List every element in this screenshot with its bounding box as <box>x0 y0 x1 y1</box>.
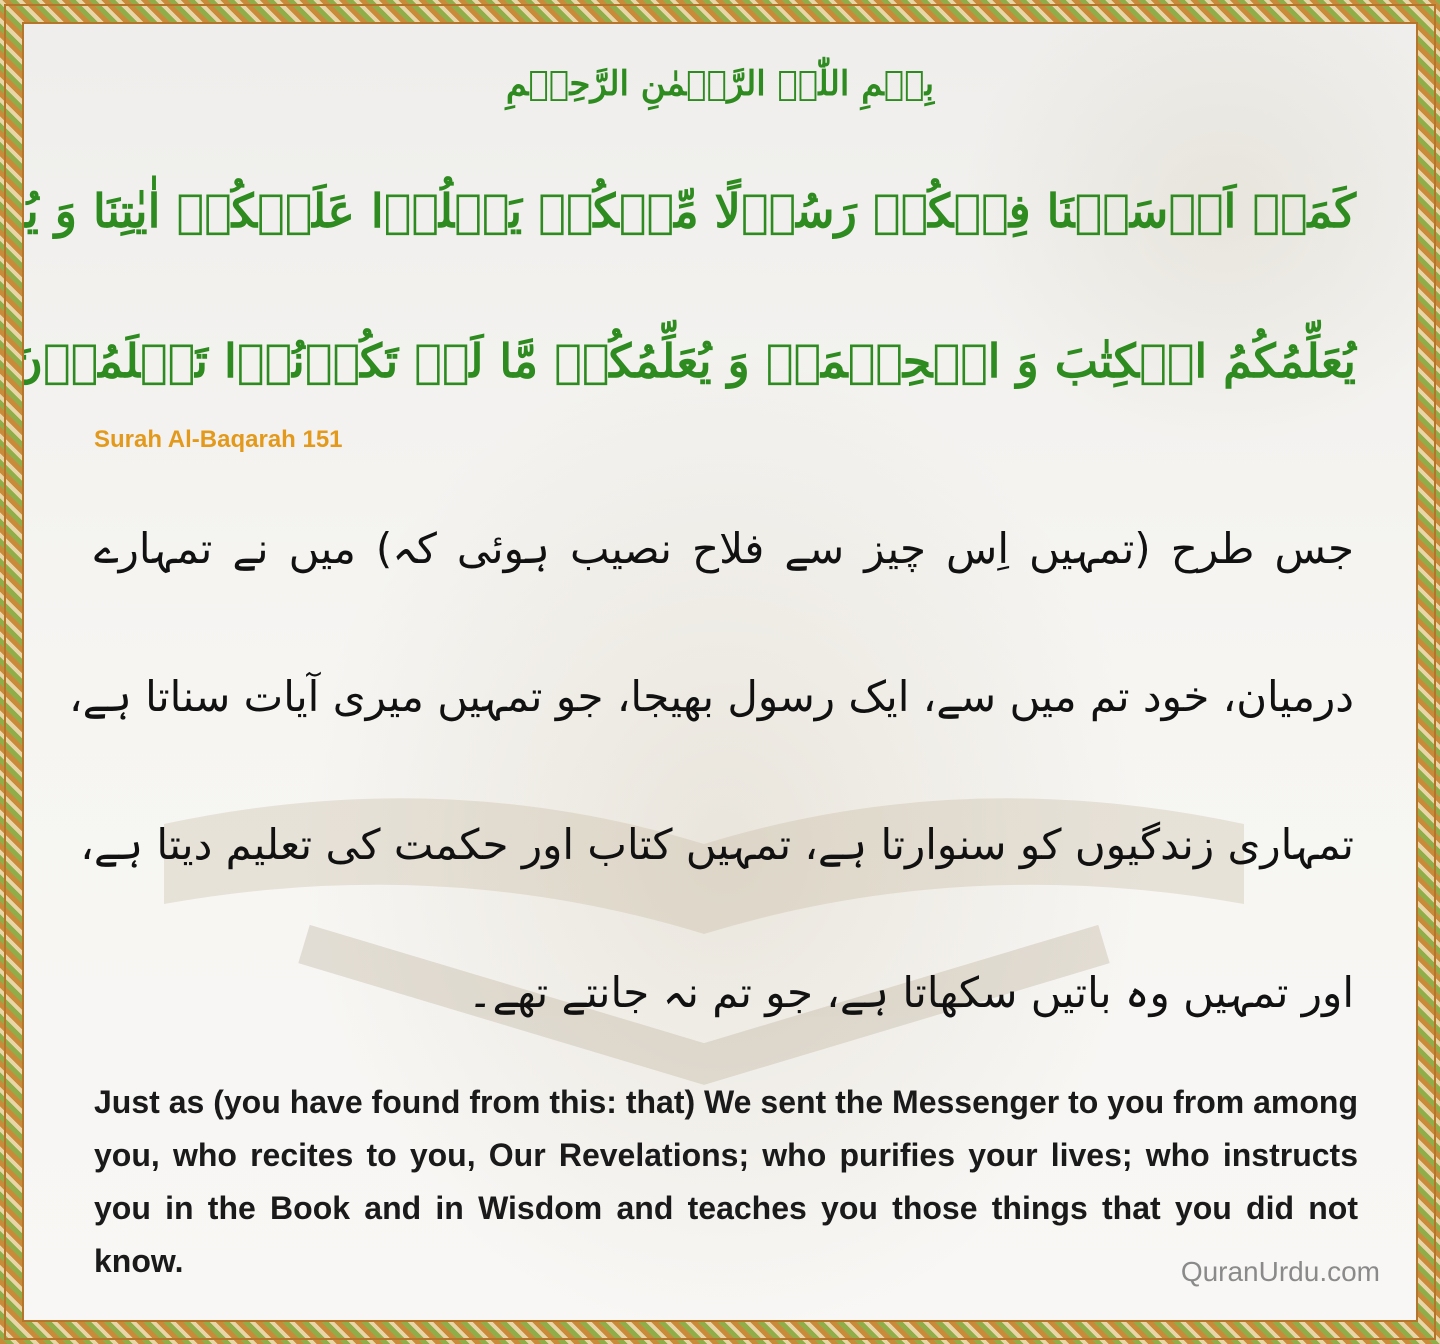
border-inner-line <box>22 22 1418 1322</box>
